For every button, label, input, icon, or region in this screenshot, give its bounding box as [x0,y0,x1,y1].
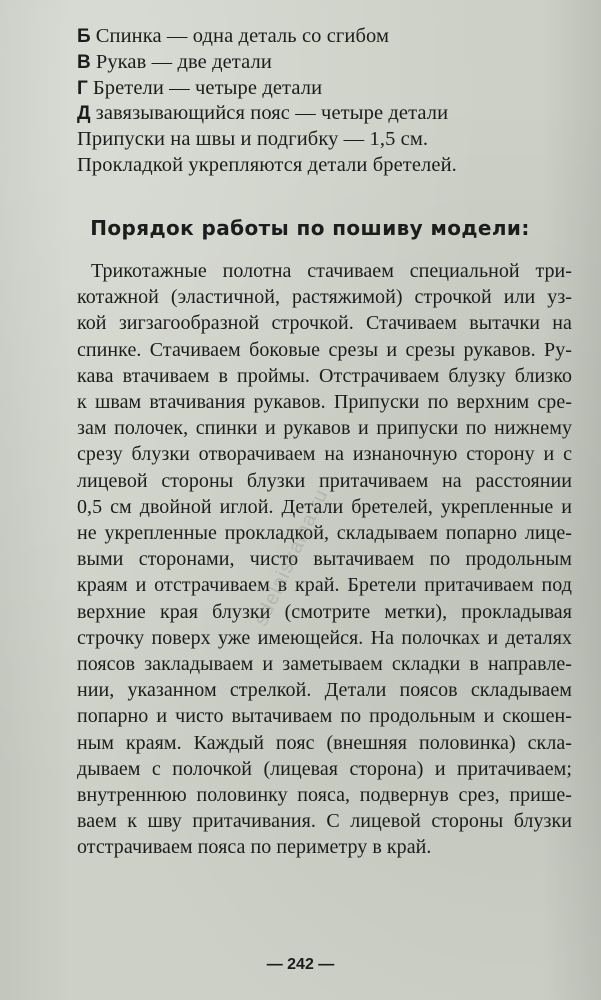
paragraph-line: кава втачиваем в проймы. Отстрачиваем блузку близко [77,364,572,387]
part-letter: В [77,51,91,73]
list-item [77,101,577,127]
paragraph-line: дываем с полочкой (лицевая сторона) и притачиваем; [77,757,572,780]
paragraph-line: зам полочек, спинки и рукавов и припуски по нижнему [77,417,572,440]
list-item [77,24,577,50]
page-number: — 242 — [266,956,335,973]
paragraph-line: котажной (эластичной, растяжимой) строчкой или уз- [77,286,572,309]
paragraph-line: спинке. Стачиваем боковые срезы и срезы рукавов. Ру- [77,338,572,361]
paragraph-line: выми сторонами, чисто вытачиваем по продольным [77,548,572,571]
paragraph-line: ным краям. Каждый пояс (внешняя половинка) скла- [77,731,572,754]
list-item [77,76,577,102]
watermark: sdelaiskaina.ru [250,485,333,630]
paragraph-line: верхние края блузки (смотрите метки), прокладывая [77,600,572,623]
paragraph-line: лицевой стороны блузки притачиваем на расстоянии [77,469,572,492]
paragraph-line: нии, указанном стрелкой. Детали поясов складываем [77,679,572,702]
part-text: завязывающийся пояс — четыре детали [95,102,449,125]
paragraph-line: ваем к шву притачивания. С лицевой стороны блузки [77,810,572,833]
note-interfacing: Прокладкой укрепляются детали бретелей. [77,153,457,176]
paragraph-line: внутреннюю половинку пояса, подвернув срез, прише- [77,784,572,807]
part-text: Спинка — одна деталь со сгибом [95,25,390,47]
paragraph-line: не укрепленные прокладкой, складываем попарно лице- [77,522,572,545]
paragraph-line: строчку поверх уже имеющейся. На полочках и деталях [77,626,572,649]
paragraph-line: кой зигзагообразной строчкой. Стачиваем вытачки на [77,312,572,335]
paragraph-line: отстрачиваем пояса по периметру в край. [77,836,432,859]
paragraph-line: краям и отстрачиваем в край. Бретели притачиваем под [77,574,572,597]
section-heading: Порядок работы по пошиву модели: [90,216,530,240]
paragraph-line: попарно и чисто вытачиваем по продольным и скошен- [77,705,572,728]
paragraph-line: к швам втачивания рукавов. Припуски по верхним сре- [77,391,572,414]
part-text: Рукав — две детали [95,50,272,73]
paragraph-line: срезу блузки отворачиваем на изнаночную сторону и с [77,443,572,466]
paragraph-line: поясов закладываем и заметываем складки в направле- [77,653,572,676]
part-letter: Д [77,103,91,125]
list-item [77,50,577,76]
paragraph-line: 0,5 см двойной иглой. Детали бретелей, укрепленные и [77,495,572,518]
part-letter: Г [77,77,88,99]
instructions-paragraph [77,258,572,861]
paragraph-line: Трикотажные полотна стачиваем специальной три- [91,260,572,282]
part-letter: Б [77,26,91,47]
note-seam-allowance: Припуски на швы и подгибку — 1,5 см. [77,128,429,151]
parts-list [77,24,577,179]
part-text: Бретели — четыре детали [92,76,323,99]
